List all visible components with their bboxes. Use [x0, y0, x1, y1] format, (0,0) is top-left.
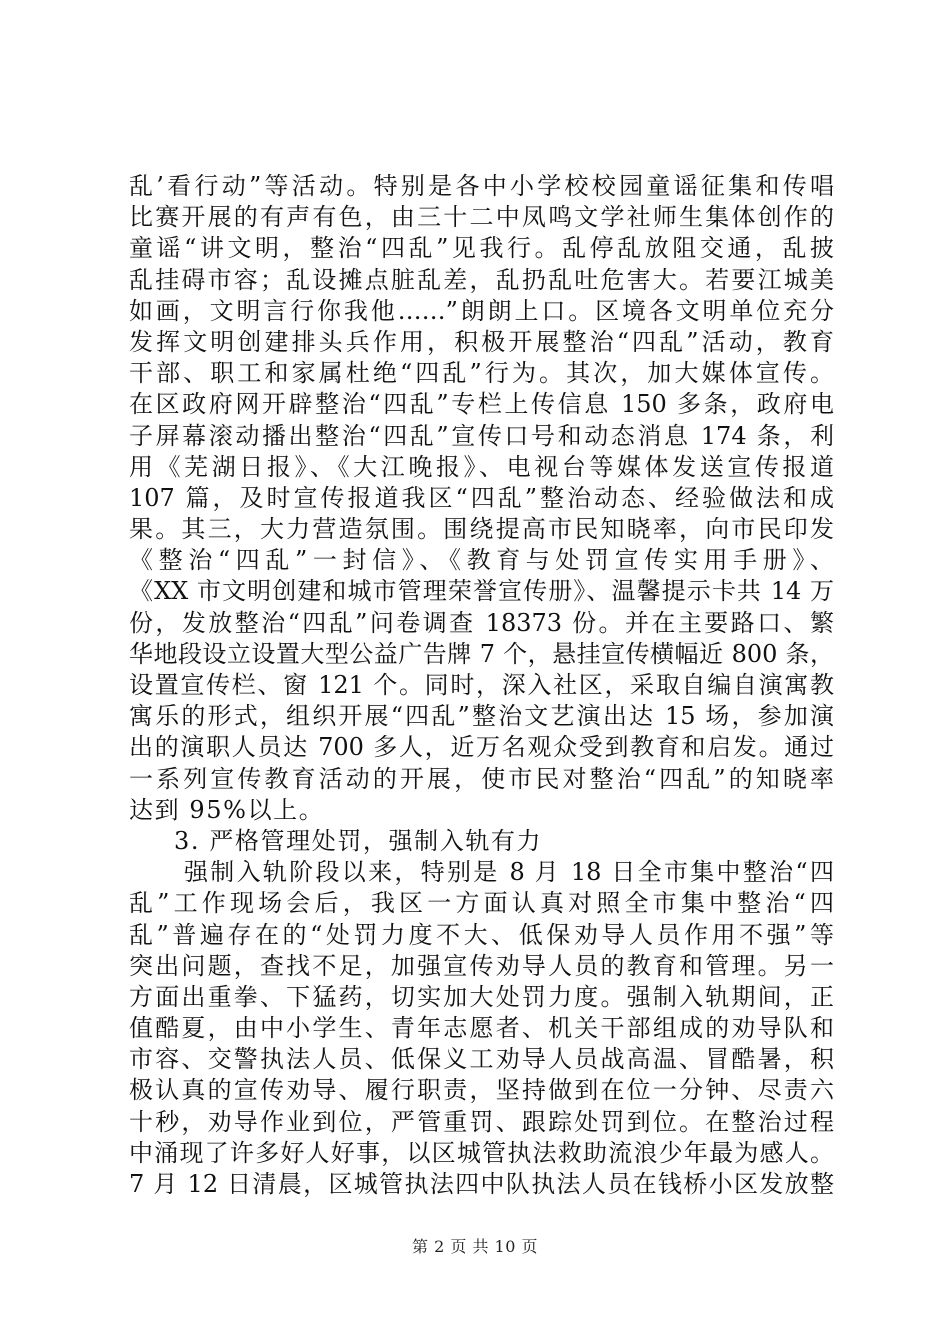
text-line: 值酷夏，由中小学生、青年志愿者、机关干部组成的劝导队和 — [129, 1014, 834, 1043]
text-line: 童谣“讲文明，整治“四乱”见我行。乱停乱放阻交通，乱披 — [129, 234, 834, 263]
section-heading: 3. 严格管理处罚，强制入轨有力 — [174, 826, 543, 855]
text-line: 干部、职工和家属杜绝“四乱”行为。其次，加大媒体宣传。 — [129, 359, 834, 388]
text-line: 子屏幕滚动播出整治“四乱”宣传口号和动态消息 174 条，利 — [129, 421, 834, 450]
text-line: 乱’看行动”等活动。特别是各中小学校校园童谣征集和传唱 — [129, 172, 834, 200]
text-line: 极认真的宣传劝导、履行职责，坚持做到在位一分钟、尽责六 — [129, 1076, 834, 1105]
text-line: 用《芜湖日报》、《大江晚报》、电视台等媒体发送宣传报道 — [129, 452, 834, 481]
text-line: 份，发放整治“四乱”问卷调查 18373 份。并在主要路口、繁 — [129, 608, 834, 637]
text-line: 乱”工作现场会后，我区一方面认真对照全市集中整治“四 — [129, 889, 834, 918]
text-line: 乱”普遍存在的“处罚力度不大、低保劝导人员作用不强”等 — [129, 920, 834, 949]
text-line: 华地段设立设置大型公益广告牌 7 个，悬挂宣传横幅近 800 条， — [129, 639, 834, 668]
text-line: 方面出重拳、下猛药，切实加大处罚力度。强制入轨期间，正 — [129, 982, 834, 1011]
text-line: 发挥文明创建排头兵作用，积极开展整治“四乱”活动，教育 — [129, 327, 834, 356]
text-line: 寓乐的形式，组织开展“四乱”整治文艺演出达 15 场，参加演 — [129, 702, 834, 731]
page-footer: 第 2 页 共 10 页 — [412, 1237, 538, 1256]
text-line: 《整治“四乱”一封信》、《教育与处罚宣传实用手册》、 — [129, 546, 834, 575]
text-line: 突出问题，查找不足，加强宣传劝导人员的教育和管理。另一 — [129, 951, 834, 980]
text-line: 《XX 市文明创建和城市管理荣誉宣传册》、温馨提示卡共 14 万 — [129, 577, 834, 606]
text-line: 比赛开展的有声有色，由三十二中凤鸣文学社师生集体创作的 — [129, 203, 834, 232]
text-line: 市容、交警执法人员、低保义工劝导人员战高温、冒酷暑，积 — [129, 1045, 834, 1074]
text-line: 7 月 12 日清晨，区城管执法四中队执法人员在钱桥小区发放整 — [129, 1170, 834, 1198]
text-line: 果。其三，大力营造氛围。围绕提高市民知晓率，向市民印发 — [129, 515, 834, 544]
text-line: 一系列宣传教育活动的开展，使市民对整治“四乱”的知晓率 — [129, 764, 834, 793]
text-line: 在区政府网开辟整治“四乱”专栏上传信息 150 多条，政府电 — [129, 390, 834, 419]
text-line: 设置宣传栏、窗 121 个。同时，深入社区，采取自编自演寓教 — [129, 671, 834, 699]
text-line: 强制入轨阶段以来，特别是 8 月 18 日全市集中整治“四 — [184, 858, 834, 887]
text-line: 出的演职人员达 700 多人，近万名观众受到教育和启发。通过 — [129, 733, 834, 762]
body-text — [129, 171, 834, 1200]
text-line: 十秒，劝导作业到位，严管重罚、跟踪处罚到位。在整治过程 — [129, 1107, 834, 1136]
text-line: 中涌现了许多好人好事，以区城管执法救助流浪少年最为感人。 — [129, 1138, 834, 1167]
text-line: 乱挂碍市容；乱设摊点脏乱差，乱扔乱吐危害大。若要江城美 — [129, 265, 834, 294]
text-line: 达到 95%以上。 — [129, 795, 325, 824]
text-line: 如画，文明言行你我他……”朗朗上口。区境各文明单位充分 — [129, 296, 834, 325]
text-line: 107 篇，及时宣传报道我区“四乱”整治动态、经验做法和成 — [129, 483, 834, 512]
